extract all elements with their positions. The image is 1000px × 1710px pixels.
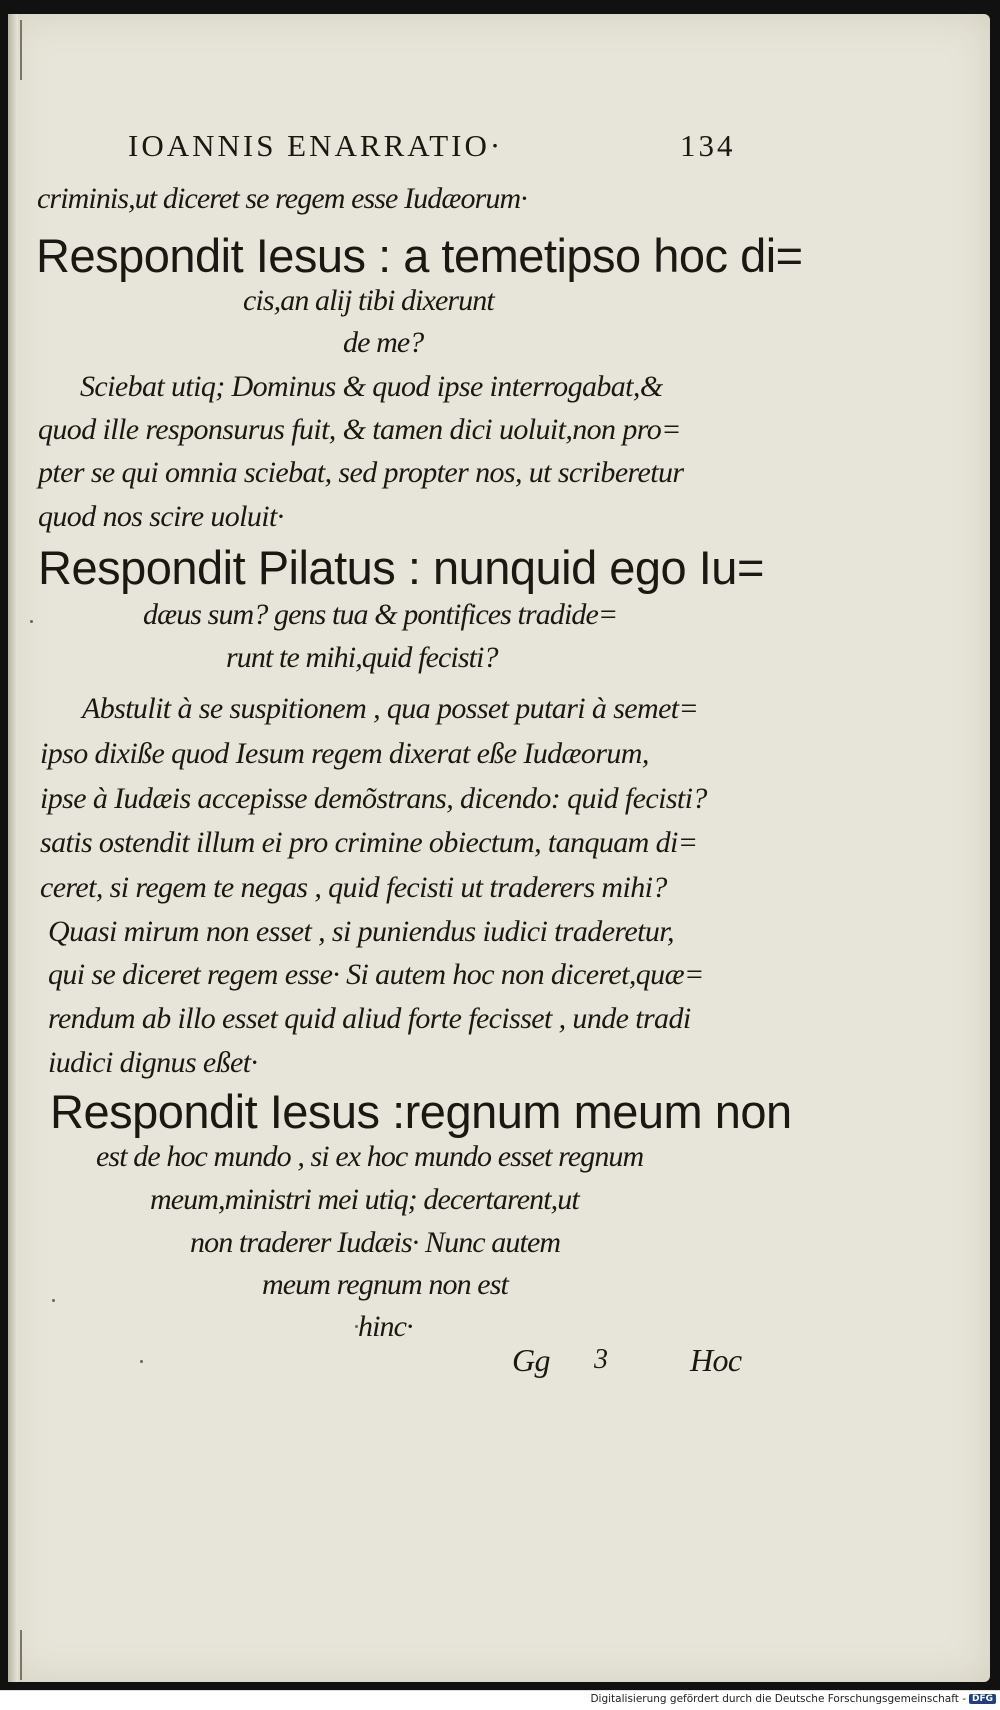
text-line: ceret, si regem te negas , quid fecisti ut traderers mihi? (40, 871, 667, 904)
text-line: ipso dixiße quod Iesum regem dixerat eße Iudæorum, (40, 737, 649, 770)
text-line: Quasi mirum non esset , si puniendus iudici traderetur, (48, 915, 674, 948)
lemma-line: Respondit Iesus : a temetipso hoc di= (36, 229, 803, 282)
text-line: satis ostendit illum ei pro crimine obiectum, tanquam di= (40, 826, 698, 859)
text-line: non traderer Iudæis· Nunc autem (190, 1226, 561, 1259)
text-line: est de hoc mundo , si ex hoc mundo esset regnum (96, 1140, 644, 1173)
ink-speck (140, 1360, 143, 1363)
text-line: quod ille responsurus fuit, & tamen dici uoluit,non pro= (38, 413, 681, 446)
text-line: quod nos scire uoluit· (38, 500, 284, 533)
ink-speck (30, 620, 33, 623)
funding-credit-text: Digitalisierung gefördert durch die Deutsche Forschungsgemeinschaft - (590, 1693, 966, 1705)
text-line: pter se qui omnia sciebat, sed propter nos, ut scriberetur (38, 456, 684, 489)
text-line: de me? (343, 326, 424, 359)
signature-number: 3 (594, 1344, 608, 1375)
signature-mark: Gg (512, 1342, 550, 1378)
text-line: Abstulit à se suspitionem , qua posset putari à semet= (82, 692, 699, 725)
text-line: criminis,ut diceret se regem esse Iudæorum· (37, 182, 527, 215)
page-edge-mark (20, 1630, 22, 1680)
lemma-line: Respondit Pilatus : nunquid ego Iu= (38, 541, 764, 594)
funding-credit (590, 1693, 996, 1705)
text-line: iudici dignus eßet· (48, 1046, 258, 1079)
text-line: dæus sum? gens tua & pontifices tradide= (143, 598, 618, 631)
text-line: meum,ministri mei utiq; decertarent,ut (150, 1183, 579, 1216)
text-line: qui se diceret regem esse· Si autem hoc non diceret,quæ= (48, 958, 704, 991)
text-line: ipse à Iudæis accepisse demõstrans, dicendo: quid fecisti? (40, 782, 707, 815)
text-line: hinc· (358, 1310, 413, 1343)
text-line: Sciebat utiq; Dominus & quod ipse interrogabat,& (80, 370, 663, 403)
text-line: runt te mihi,quid fecisti? (226, 641, 498, 674)
page-number: 134 (680, 128, 736, 163)
dfg-logo: DFG (969, 1694, 996, 1704)
text-line: rendum ab illo esset quid aliud forte fecisset , unde tradi (48, 1002, 691, 1035)
catchword: Hoc (690, 1342, 742, 1378)
page-edge-mark (20, 20, 22, 80)
text-line: cis,an alij tibi dixerunt (243, 284, 494, 317)
lemma-line: Respondit Iesus :regnum meum non (50, 1085, 792, 1138)
ink-speck (52, 1299, 55, 1302)
running-head-title: IOANNIS ENARRATIO· (128, 128, 504, 163)
text-line: meum regnum non est (262, 1268, 508, 1301)
ink-speck (355, 1325, 358, 1328)
